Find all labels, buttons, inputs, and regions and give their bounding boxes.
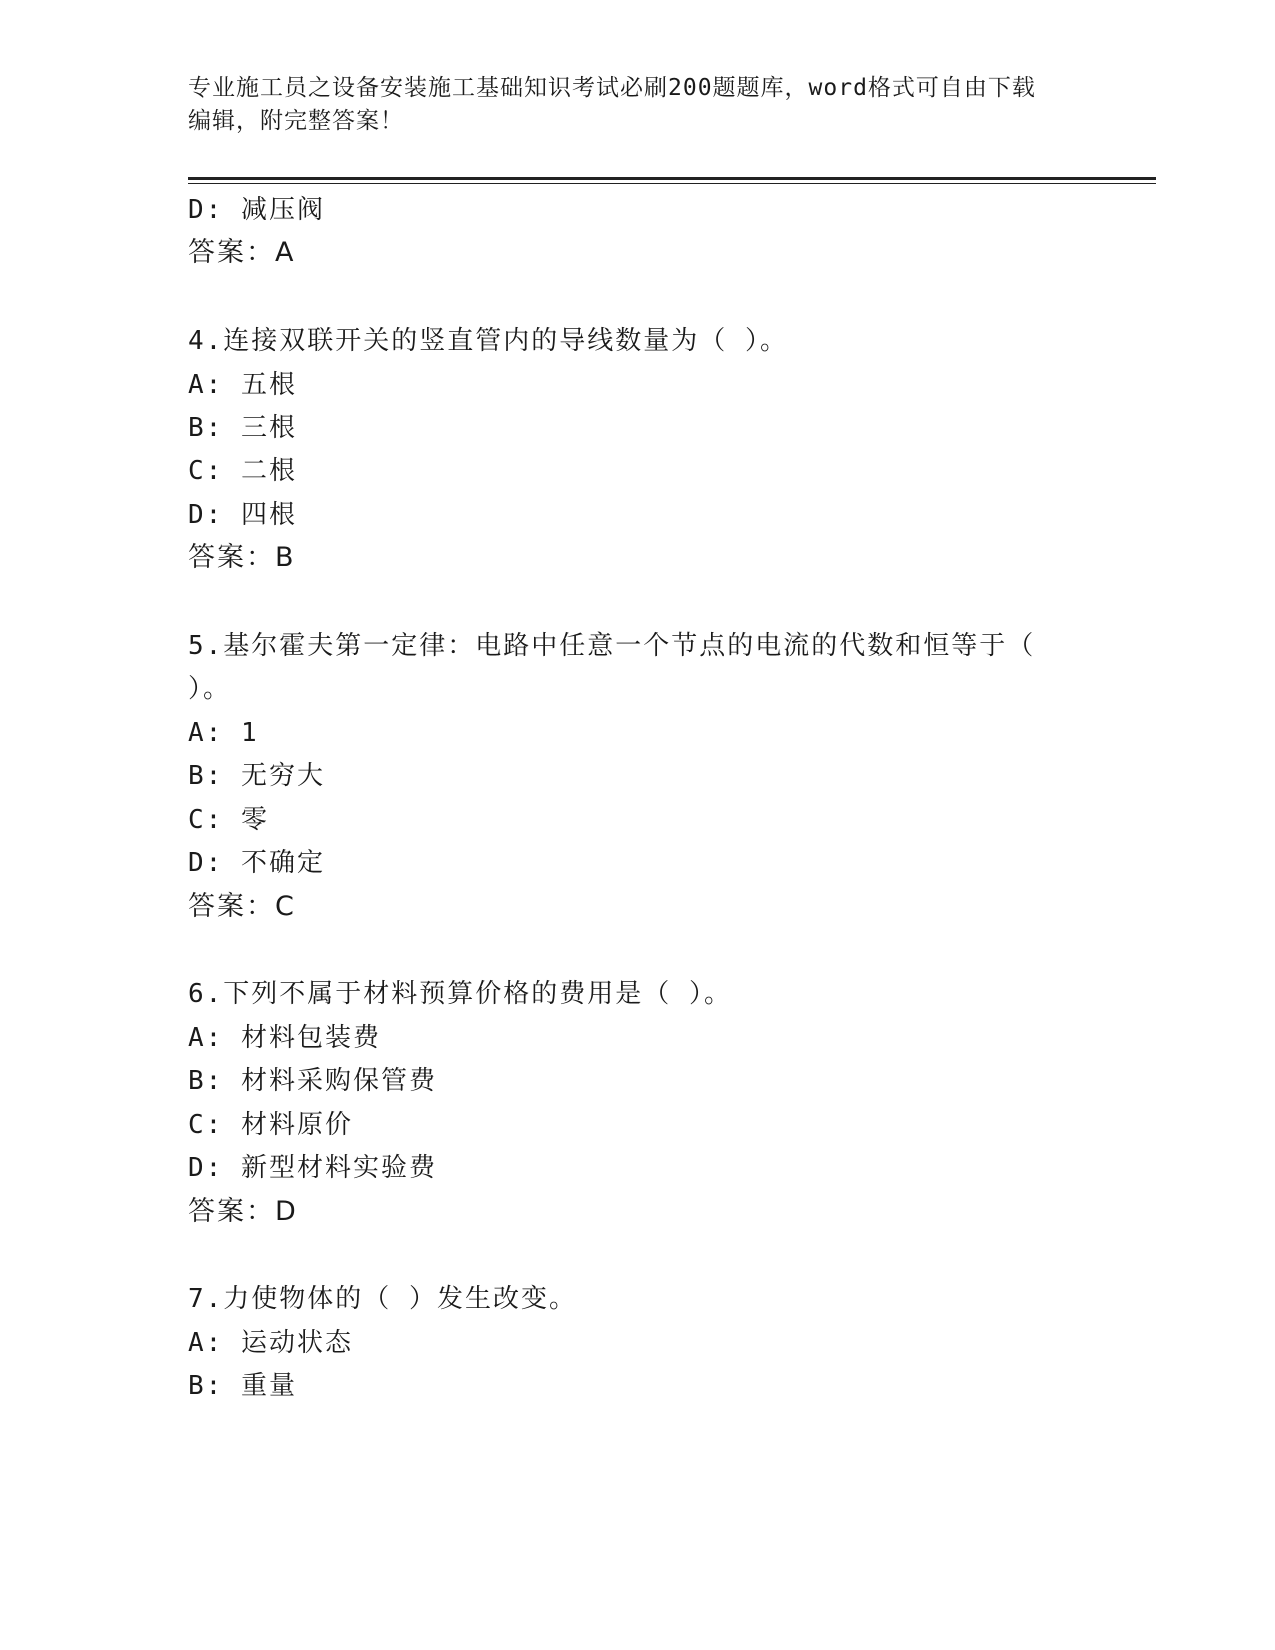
q5-option-a: A: 1: [188, 718, 259, 748]
q6-answer: 答案：D: [188, 1196, 298, 1227]
header-divider-thick: [188, 177, 1156, 180]
q5-stem-line-1: 5.基尔霍夫第一定律：电路中任意一个节点的电流的代数和恒等于（: [188, 631, 1036, 661]
q3-option-d: D: 减压阀: [188, 195, 325, 225]
header-line-1: 专业施工员之设备安装施工基础知识考试必刷200题题库，word格式可自由下载: [188, 75, 1036, 101]
q4-option-c: C: 二根: [188, 456, 297, 486]
q7-option-b: B: 重量: [188, 1371, 297, 1401]
q6-option-b: B: 材料采购保管费: [188, 1066, 437, 1096]
q5-option-c: C: 零: [188, 805, 269, 835]
q6-option-a: A: 材料包装费: [188, 1023, 381, 1053]
q5-answer: 答案：C: [188, 891, 296, 922]
q4-option-a: A: 五根: [188, 370, 297, 400]
q3-answer: 答案：A: [188, 237, 296, 268]
q6-option-d: D: 新型材料实验费: [188, 1153, 437, 1183]
q5-option-d: D: 不确定: [188, 848, 325, 878]
document-header: [188, 72, 1088, 138]
header-divider-thin: [188, 183, 1156, 184]
q6-stem: 6.下列不属于材料预算价格的费用是（ ）。: [188, 979, 732, 1009]
q4-option-d: D: 四根: [188, 500, 297, 530]
q7-option-a: A: 运动状态: [188, 1328, 353, 1358]
q4-option-b: B: 三根: [188, 413, 297, 443]
q4-answer: 答案：B: [188, 542, 296, 573]
q5-option-b: B: 无穷大: [188, 761, 325, 791]
q4-stem: 4.连接双联开关的竖直管内的导线数量为（ ）。: [188, 326, 788, 356]
q7-stem: 7.力使物体的（ ）发生改变。: [188, 1284, 577, 1314]
q6-option-c: C: 材料原价: [188, 1110, 353, 1140]
q5-stem-line-2: ）。: [188, 674, 232, 704]
header-line-2: 编辑，附完整答案！: [188, 108, 404, 134]
